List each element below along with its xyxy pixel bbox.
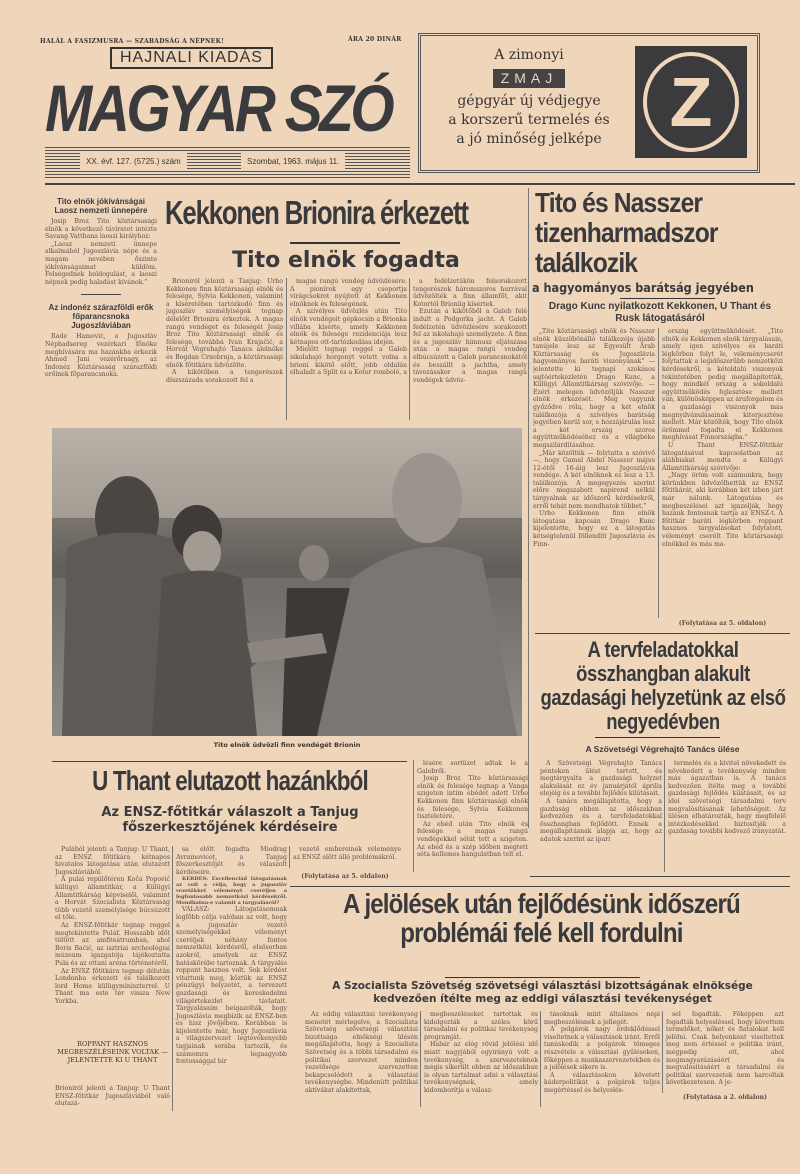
thant-side-col: lésére sortüzet adtak le a Galebről. Josip Broz Tito köztársasági elnök és felesége tegnap a Vanga szigeten intim ebédet adott Urho Kekkonen finn köztársasági elnök és felesége, Sylvia Kekkonen tiszteletére. Az ebéd után Tito elnök és felesége a magas rangú vendégekkel sétát tett a szigeten. Az ebéd és a szép időben megtett séta kellemes hangulatban telt el. [413, 760, 528, 872]
brief-title: Az indonéz szárazföldi erők főparancsnoka Jugoszláviában [48, 303, 154, 331]
brief-text: Rade Hamović, a Jugoszláv Néphadsereg vezérkari főnöke meghívására ma hazánkba érkezik Ahmed Jani vezérőrnagy, az Indonéz Köztársaság szárazföldi erőinek főparancsnoka. [45, 333, 157, 379]
thant-box-text: Brioniról jelenti a Tanjug: U Thant ENSZ-főtitkár Jugoszláviából való elutazá- [55, 1085, 170, 1108]
terv-col-1: A Szövetségi Végrehajtó Tanács pénteken ülést tartott, és megtárgyalta a gazdasági helyzet alakulását ez év januárjától április elejéig és a további fejlődés kilátásait. A tanács megállapította, hogy a gazdaság ebben az időszakban kedvezően és a tervfeladatokkal összhangban fejlődött. Ennek a megállapításnak alapja az, hogy az adatok szerint az ipari [540, 760, 662, 843]
terv-subhead: A Szövetségi Végrehajtó Tanács ülése [585, 744, 740, 754]
kekkonen-col-2: magas rangú vendég üdvözlésére. A pionírok egy csoportja virágcsokrot nyújtott át Kekkonen elnöknek és feleségének. A szívélyes üdvözlés után Tito elnök vendégeit gépkocsin a Brionka villába kísérte, amely Kekkonen elnök és felesége rezidenciája lesz kétnapos ott-tartózkodása idején. Mielőtt tegnap reggel a Galeb iskolahajó horgonyt vetett volna a brioni kikötő előtt, jobb oldalán elhaladt a Split és a Kotor romboló, a [286, 278, 407, 420]
thant-col-1: Pulából jelenti a Tanjug: U Thant, az ENSZ főtitkára kétnapos hivatalos látogatása után elutazott Jugoszláviából. A pulai repülőtéren Koča Popović külügyi államtitkár, a Külügyi Államtitkárság képviselői, valamint a Horvát Szocialista Köztársaság több vezető személyisége búcsúzott el tőle. Az ENSZ-főtitkár tegnap reggel megtekintette Puláf. Hosszabb időt töltött az amfiteátrumban, ahol Boris Baćić, az isztriai archeológiai múzeum igazgatója tájékoztatta Pula és az ottani aréna történetéről. Az ENSZ főtitkára tegnap délután Londonba érkezett és találkozott lord Home külügyminiszterrel. U Thant ma este tér vissza New Yorkba. [55, 846, 170, 1005]
nasszer-col-2: ország együttműködését. „Tito elnök és Kekkonen elnök tárgyalásain, amely igen szívélyes és baráti légkörben folyt le, véleménycserét folytattak a legidőszerűbb nemzetközi kérdésekről, a kétoldalú viszonyok tekintetében pedig megállapították, hogy mindkét ország a sokoldalú együttműködés fejlesztése mellett van, különösképpen az áruforgalom és a gazdasági viszonyok más megnyilvánulásainak kiterjesztése mellett. Már közölték, hogy Tito elnök örömmel fogadta el Kekkonen meghívását Finnországba.” U Thant ENSZ-főtitkár látogatásával kapcsolatban az alábbiakat mondta a Külügyi Államtitkárság szóvivője: „Nagy öröm volt számunkra, hogy körünkben üdvözölhettük az ENSZ főtitkárát, aki korábban két ízben járt már nálunk. Látogatása és megbeszélései azt igazolják, hogy hazánk fontosnak tartja az ENSZ-t. A főtitkár baráti légkörben roppant hasznos tárgyalásokat folytatott, véleményt cserélt Tito köztársasági elnökkel és más ma- [658, 328, 783, 618]
terv-headline: A tervfeladatokkal összhangban alakult gazdasági helyzetünk az első negyedévben [540, 637, 786, 734]
price: ÁRA 20 DINÁR [348, 36, 402, 43]
nasszer-col-1: „Tito köztársasági elnök és Nasszer elnök küszöbönálló találkozója újabb tanújele lesz az Egyesült Arab Köztársaság és Jugoszlávia hagyományos baráti viszonyának” — jelentette ki tegnapi szokásos sajtóértekezletén Drago Kunc, a Külügyi Államtitkárság szóvivője. — Ezért melegen üdvözöljük Nasszer elnök érkezését. Meg vagyunk győződve róla, hogy a két elnök találkozója a szívélyes barátság jegyében kerül sor, s hozzájárulás lesz a két ország szoros együttműködéséhez és a világbéke megszilárdításához. „Már közöltük — folytatta a szóvivő —, hogy Gamal Abdel Nasszer május 12-étől 16-áig lesz Jugoszlávia vendége. A két elnöknek ez lesz a 13. találkozója. A megegyezés szerint előre megszabott napirend nélkül tárgyalnak az időszerű kérdésekről, erről tehát nem mondhatok többet.” Urho Kekkonen finn elnök látogatása kapcsán Drago Kunc kijelentette, hogy ez a látogatás kétségtelenül föllendíti Jugoszlávia és Finn- [533, 328, 655, 548]
date-bar [45, 145, 410, 178]
brief-text: Josip Broz Tito köztársasági elnök a következő táviratot intézte Savang Vatthana laoszi királyhoz: [45, 218, 157, 241]
handshake-photo-image [52, 428, 522, 736]
thant-box-title: ROPPANT HASZNOS MEGBESZÉLÉSEINK VOLTAK — JELENTETTE KI U THANT [57, 1040, 168, 1064]
ad-line4: a jó minőség jelképe [456, 131, 602, 147]
thant-col-2: sa előtt fogadta Miodrag Avramovicot, a Tanjug főszerkesztőjét és válaszolt kérdéseire. KÉRDÉS: Excellenciád látogatásnak az volt a célja, hogy a jugoszláv vezetőkkel véleményt cseréljen a legfontosabb nemzetközi kérdésekről. Mondhatna-e valamit a tárgyalásról? VÁLASZ: Látogatásomnak legfőbb célja valóban az volt, hogy a jugoszláv vezető személyiségekkel véleményt cseréljek néhány fontos nemzetközi kérdésről, elsősorban azokról, amelyek az ENSZ hatáskörébe tartoznak. A tárgyalás roppant hasznos volt. Sok kérdést vitattunk meg, köztük az ENSZ pénzügyi helyzetét, a tervezett gazdasági és kereskedelmi világértekezlet távlatait. Tárgyalásaim beigazolták, hogy Jugoszlávia megbízik az ENSZ-ben és hisz jövőjében. Korábban is kijelentette már, hogy Jugoszlávia a világszervezet legtevékenyebb tagjainak sorába tartozik, és számomra legnagyobb fontossággal bír [172, 846, 287, 1111]
issue-date: Szombat, 1963. május 11. [241, 153, 345, 170]
masthead-rule [45, 183, 795, 185]
jeloles-subhead: A Szocialista Szövetség szövetségi választási bizottságának elnöksége kedvezően ítélte meg az eddigi választási tevékenységet [332, 980, 753, 1005]
svg-text:Z: Z [669, 63, 713, 141]
jeloles-col-2: megbeszéléseket tartottak és kidolgozták a széles körű társadalmi és politikai tevékenység programját. Habár az elég rövid jelölési idő miatt nagyjából egyirányú volt a tevékenység, a szervezeteknek mégis sikerült ebben az időszakban is olyan tartalmat adni a választási tevékenységnek, amely kidomborítja a válasz- [420, 1011, 538, 1107]
left-briefs [45, 197, 157, 379]
ad-line2: gépgyár új védjegye [457, 93, 601, 109]
edition-banner: HAJNALI KIADÁS [110, 47, 273, 69]
terv-col-2: termelés és a kivitel növekedett és növekedett a tevékenység minden más ágazatban is. A tanács kedvezően ítélte meg a további gazdasági fejlődés kilátásait, és az idei szövetségi társadalmi terv megvalósításának lehetőségeit. Az ülésen elhatározták, hogy megfelelő intézkedésekkel biztosítják a gazdaság további kedvező irányzatát. [664, 760, 786, 872]
nasszer-continued: (Folytatása az 5. oldalon) [678, 620, 767, 627]
ad-line1: A zimonyi [494, 47, 564, 63]
brief-text: „Laosz nemzeti ünnepe alkalmából Jugoszlávia népe és a magam nevében őszinte jókívánságaimat küldöm. Felségednek boldogulást, a laoszi népnek pedig haladást kívánok.” [45, 240, 157, 286]
thant-subhead: Az ENSZ-főtitkár válaszolt a Tanjug főszerkesztőjének kérdéseire [101, 805, 359, 835]
masthead-logo: MAGYAR SZÓ [45, 71, 392, 145]
jeloles-col-1: Az eddig választási tevékenység menetét mérlegelve, a Szocialista Szövetség szövetségi választási bizottsága elnökségi ülésén megállapította, hogy a Szocialista Szövetség és a többi társadalmi és politikai szervezet minden vezetősége szervezetten bekapcsolódott a választási tevékenységbe. Mindenütt politikai aktívákat alakítottak, [305, 1011, 418, 1094]
zmaj-logo-icon [635, 46, 747, 158]
kekkonen-subhead: Tito elnök fogadta [232, 248, 460, 273]
nasszer-subhead: a hagyományos barátság jegyében [532, 280, 754, 295]
thant-col-3: vezető embereinek véleménye az ENSZ előtt álló problémákról. [289, 846, 401, 868]
news-photo [52, 428, 522, 736]
zmaj-advertisement [418, 33, 760, 173]
kekkonen-col-3: a fedélzetükön felsorakozott tengerészek háromszoros hurrával üdvözölték a finn államfőt, akit Kotortól Brioniig kísértek. Ezután a kikötőből a Galeb felé indult a Podgorka jacht. A Galeb fedélzetén üdvözlésére sorakozott fel az iskolahajó személyzete. A finn és a jugoszláv himnusz eljátszása után a magas rangú vendég elbúcsúzott a Galeb parancsnokától és beszállt a jachtba, amely távozásakor a magas rangú vendégek üdvöz- [409, 278, 527, 420]
nasszer-deck: Drago Kunc nyilatkozott Kekkonen, U Thant és Rusk látogatásáról [548, 301, 772, 324]
kekkonen-col-1: Brioniról jelenti a Tanjug: Urho Kekkonen finn köztársasági elnök és felesége, Sylvia Kekkonen, valamint a kíséretében tartózkodó finn és jugoszláv személyiségek tegnap délelőtt Brionira érkeztek. A magas rangú vendéget és feleségét Josip Broz Tito köztársasági elnök és felesége, továbbá Ivan Krajačić, a Horvát Végrehajtó Tanács alelnöke és Bogdan Crnobrnja, a köztársasági elnök főtitkára üdvözölte. A kikötőben a tengerészek díszszázada sorakozott fel a [166, 278, 283, 384]
jeloles-col-4: sel fogadták. Főképpen azt fogadták helyesléssel, hogy követtem termelőket, nőket és fiatalokat kell jelölni. Csak helyenként viseltettek meg nem értéssel e politika iránt, mégpedig ott, ahol megmagyarázásáért és megvalósításáért a társadalmi és politikai szervezetek nem harcoltak következetesen. A je- [662, 1011, 784, 1093]
issue-number: XX. évf. 127. (5725.) szám [80, 153, 187, 170]
kekkonen-headline: Kekkonen Brionira érkezett [165, 194, 468, 231]
masthead-slogan: HALÁL A FASIZMUSRA — SZABADSÁG A NÉPNEK! [40, 38, 225, 45]
thant-headline: U Thant elutazott hazánkból [92, 765, 368, 796]
jeloles-continued: (Folytatása a 2. oldalon) [683, 1094, 767, 1101]
ad-brand: ZMAJ [493, 69, 566, 88]
jeloles-col-3: tásoknak mint általános népi megbeszélésnek a jellegét. A polgárok nagy érdeklődéssel viseltetnek a választások iránt. Erről tanúskodik a polgárok tömeges részvétele a választási gyűléseken, főképpen a munkaszervezetekben és a jelölések sikere is. A választásokon követett káderpolitikát a polgárok teljes megértéssel és helyeslés- [540, 1011, 660, 1107]
thant-continued: (Folytatása az 5. oldalon) [301, 873, 389, 880]
photo-caption: Tito elnök üdvözli finn vendégét Brionin [213, 741, 361, 749]
brief-title: Tito elnök jókívánságai Laosz nemzeti ünnepére [54, 197, 148, 215]
jeloles-headline: A jelölések után fejlődésünk időszerű problémái felé kell fordulni [342, 888, 740, 948]
nasszer-headline: Tito és Nasszer tizenharmadszor találkozik [535, 187, 718, 278]
ad-line3: a korszerű termelés és [448, 112, 610, 128]
